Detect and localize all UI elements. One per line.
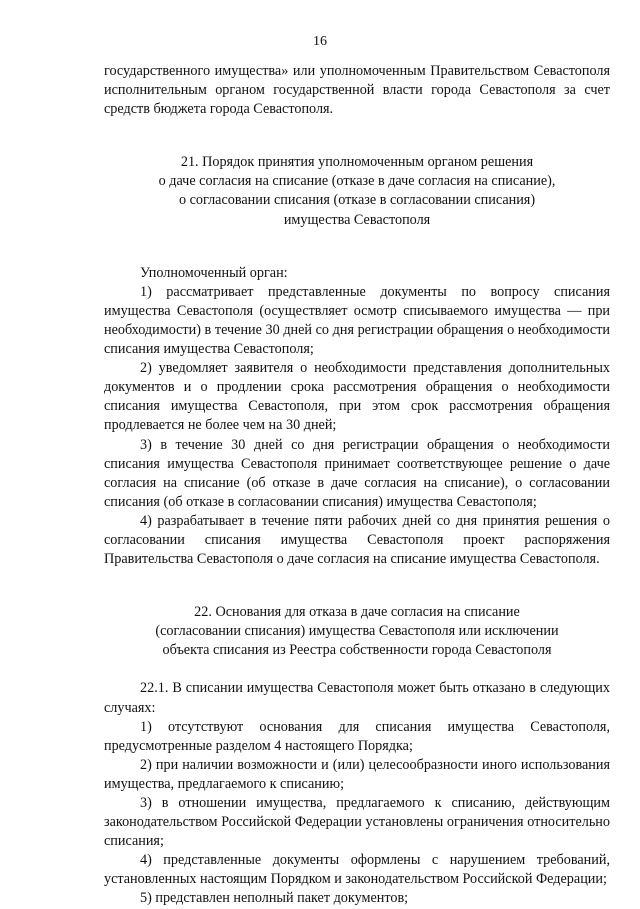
document-body (104, 62, 610, 909)
section-22-item-3: 3) в отношении имущества, предлагаемого к списанию, действующим законодательством Российской Федерации установлены ограничения относительно списания; (104, 795, 610, 850)
section-21-heading-line: о согласовании списания (отказе в согласовании списания) (178, 192, 536, 209)
section-22-lead: 22.1. В списании имущества Севастополя может быть отказано в следующих случаях: (104, 680, 610, 716)
section-22-item-5: 5) представлен неполный пакет документов; (140, 890, 409, 907)
section-21-heading-line: о даче согласия на списание (отказе в даче согласия на списание), (158, 173, 556, 190)
section-21-heading-line: 21. Порядок принятия уполномоченным органом решения (180, 154, 534, 171)
section-21-item-1: 1) рассматривает представленные документы по вопросу списания имущества Севастополя (осуществляет осмотр списываемого имущества — при необходимости) в течение 30 дней со дня регистрации обращения о необходимости списания имущества Севастополя; (104, 283, 610, 358)
section-22-heading-line: 22. Основания для отказа в даче согласия на списание (194, 604, 520, 621)
section-21-heading (104, 153, 610, 229)
section-22-heading-line: объекта списания из Реестра собственности города Севастополя (162, 642, 552, 659)
section-21-heading-line: имущества Севастополя (283, 211, 431, 228)
section-22-item-1: 1) отсутствуют основания для списания имущества Севастополя, предусмотренные разделом 4 настоящего Порядка; (104, 718, 610, 754)
section-21-item-4: 4) разрабатывает в течение пяти рабочих дней со дня принятия решения о согласовании списания имущества Севастополя проект распоряжения Правительства Севастополя о даче согласия на списание имущества Севастополя. (104, 512, 610, 568)
section-22-heading (104, 603, 610, 660)
page-number: 16 (313, 34, 327, 49)
section-21-item-3: 3) в течение 30 дней со дня регистрации обращения о необходимости списания имущества Севастополя принимает соответствующее решение о даче согласия на списание (об отказе в даче согласия на списание), о согласовании списания (об отказе в согласовании списания) имущества Севастополя; (104, 436, 610, 510)
intro-paragraph: государственного имущества» или уполномоченным Правительством Севастополя исполнительным органом государственной власти города Севастополя за счет средств бюджета города Севастополя. (104, 63, 610, 118)
section-22-item-2: 2) при наличии возможности и (или) целесообразности иного использования имущества, предлагаемого к списанию; (104, 756, 610, 792)
section-22-heading-line: (согласовании списания) имущества Севастополя или исключении (155, 623, 559, 640)
section-21-lead: Уполномоченный орган: (140, 264, 288, 281)
section-21-item-2: 2) уведомляет заявителя о необходимости представления дополнительных документов и о продлении срока рассмотрения обращения о необходимости списания имущества Севастополя, при этом срок рассмотрения обращения продлевается не более чем на 30 дней; (104, 360, 610, 434)
section-22-item-4: 4) представленные документы оформлены с нарушением требований, установленных настоящим Порядком и законодательством Российской Федерации; (104, 852, 610, 888)
